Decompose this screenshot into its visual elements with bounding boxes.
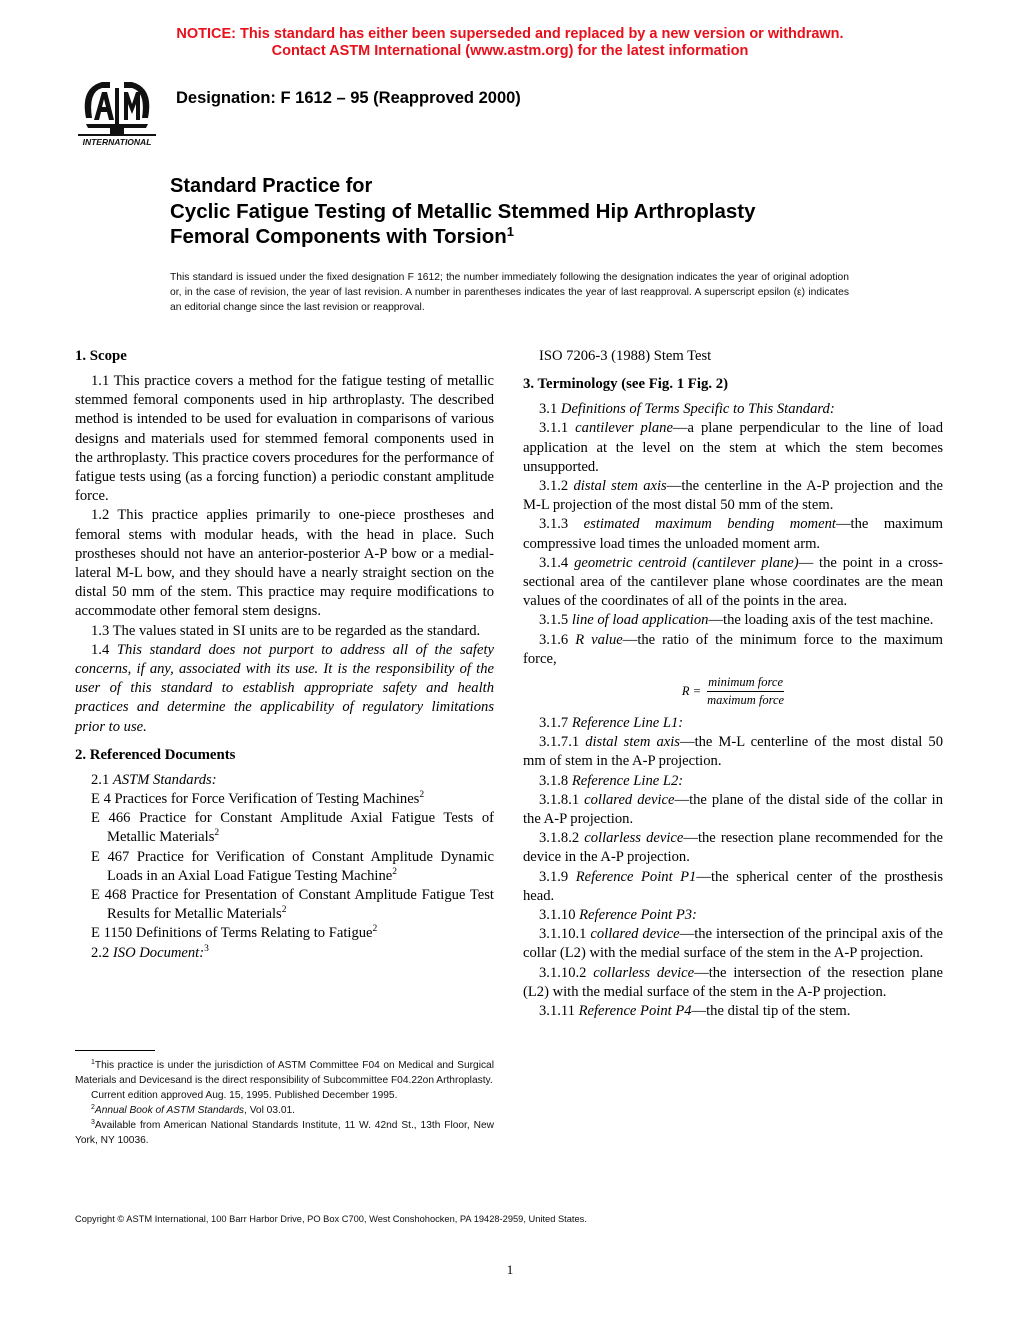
term-num: 3.1.10	[539, 907, 576, 924]
term-label: Definitions of Terms Specific to This Standard:	[560, 401, 835, 418]
term-name: R value	[575, 631, 623, 648]
ref-item-e1150	[75, 924, 494, 943]
para-2-2-num: 2.2	[91, 944, 110, 961]
footnote-mark: 3	[91, 1119, 95, 1126]
ref-code: E 1150	[91, 925, 133, 942]
footnotes	[75, 1058, 494, 1148]
term-name: geometric centroid (cantilever plane)	[574, 554, 799, 571]
term-definition: —the resection plane recommended for the device in the A-P projection.	[523, 830, 943, 866]
para-1-4-text: This standard does not purport to address all of the safety concerns, if any, associated with its use. It is the responsibility of the user of this standard to establish appropriate safety and health practices and determine the applicability of regulatory limitations prior to use.	[75, 641, 494, 735]
section-heading-scope: 1. Scope	[75, 348, 127, 364]
para-2-2-label: ISO Document:	[112, 944, 205, 961]
para-2-1	[75, 771, 494, 790]
term-3-1-9	[523, 868, 943, 906]
ref-footnote-mark: 2	[392, 866, 398, 877]
term-3-1-4	[523, 554, 943, 612]
term-num: 3.1	[539, 401, 558, 418]
term-num: 3.1.4	[539, 554, 569, 571]
term-name: collared device	[584, 791, 675, 808]
term-num: 3.1.1	[539, 420, 569, 437]
term-name: Reference Line L1:	[571, 715, 684, 732]
term-3-1-8	[523, 772, 943, 791]
para-2-2	[75, 944, 494, 963]
term-definition: —the plane of the distal side of the collar in the A-P projection.	[523, 791, 943, 828]
term-definition: — the point in a cross-sectional area of the cantilever plane whose coordinates are the mean values of the coordinates of all of the points in the area.	[523, 554, 943, 610]
designation: Designation: F 1612 – 95 (Reapproved 2000)	[176, 89, 521, 107]
term-definition: —the intersection of the principal axis of the collar (L2) with the medial surface of the stem in the A-P projection.	[523, 926, 943, 962]
ref-footnote-mark: 2	[419, 790, 425, 801]
notice-line-2: Contact ASTM International (www.astm.org) for the latest information	[271, 43, 749, 59]
astm-logo-icon	[72, 74, 162, 150]
logo-wordmark: INTERNATIONAL	[82, 137, 152, 147]
footnote-mark: 1	[91, 1059, 95, 1066]
footnote-text: Available from American National Standards Institute, 11 W. 42nd St., 13th Floor, New York, NY 10036.	[75, 1120, 494, 1146]
term-3-1-7	[523, 714, 943, 733]
term-3-1-10-2	[523, 964, 943, 1002]
term-name: collared device	[590, 926, 680, 943]
footnote-text: This practice is under the jurisdiction of ASTM Committee F04 on Medical and Surgical Materials and Devicesand is the direct responsibility of Subcommittee F04.22on Arthroplasty.	[75, 1060, 494, 1086]
footnote-1-edition: Current edition approved Aug. 15, 1995. Published December 1995.	[91, 1090, 398, 1101]
term-name: Reference Point P1	[575, 868, 697, 885]
term-3-1-10	[523, 906, 943, 925]
page-number: 1	[506, 1262, 514, 1277]
footnote-mark: 2	[91, 1104, 95, 1111]
r-value-formula	[523, 675, 943, 708]
ref-item-e467	[75, 848, 494, 886]
ref-title: Practice for Constant Amplitude Axial Fatigue Tests of Metallic Materials	[107, 810, 494, 846]
para-1-1: 1.1 This practice covers a method for the fatigue testing of metallic stemmed femoral components used in hip arthroplasty. The described method is intended to be used for evaluation in comparisons of various designs and materials used for stemmed femoral components used in the arthroplasty. This practice covers procedures for the performance of fatigue tests using (as a forcing function) a periodic constant amplitude force.	[75, 373, 494, 505]
ref-title: Practice for Presentation of Constant Amplitude Fatigue Test Results for Metallic Materials	[107, 887, 494, 923]
term-definition: —the distal tip of the stem.	[691, 1003, 851, 1020]
term-num: 3.1.5	[539, 612, 569, 629]
ref-code: E 467	[91, 848, 130, 865]
term-num: 3.1.8.2	[539, 830, 580, 847]
term-name: cantilever plane	[575, 420, 673, 437]
supersession-notice	[0, 26, 1020, 60]
term-num: 3.1.7.1	[539, 734, 580, 751]
astm-international-logo	[72, 74, 162, 150]
title-line-1: Standard Practice for	[170, 175, 373, 197]
left-column	[75, 347, 494, 963]
ref-code: E 466	[91, 810, 131, 827]
term-definition: —the loading axis of the test machine.	[708, 612, 934, 629]
ref-code: E 4	[91, 791, 111, 808]
formula-fraction	[707, 675, 784, 708]
formula-denominator: maximum force	[707, 693, 785, 708]
term-name: distal stem axis	[573, 478, 667, 495]
term-3-1-11	[523, 1002, 943, 1021]
term-num: 3.1.11	[539, 1003, 575, 1020]
title-line-2: Cyclic Fatigue Testing of Metallic Stemmed Hip Arthroplasty	[170, 200, 756, 223]
term-3-1-3	[523, 515, 943, 553]
term-name: distal stem axis	[585, 734, 680, 751]
term-definition: —the ratio of the minimum force to the maximum force,	[523, 631, 944, 667]
term-num: 3.1.3	[539, 516, 569, 533]
ref-item-e468	[75, 886, 494, 924]
term-name: Reference Point P3:	[579, 907, 697, 924]
ref-code: E 468	[91, 887, 127, 904]
term-num: 3.1.6	[539, 631, 569, 648]
ref-title: Definitions of Terms Relating to Fatigue	[135, 925, 373, 942]
section-heading-referenced-documents: 2. Referenced Documents	[75, 746, 236, 763]
para-2-1-label: ASTM Standards:	[112, 771, 217, 788]
term-num: 3.1.8	[539, 772, 569, 789]
notice-line-1: NOTICE: This standard has either been superseded and replaced by a new version or withdrawn.	[176, 26, 844, 42]
right-column	[523, 347, 943, 1021]
term-definition: —the intersection of the resection plane (L2) with the medial surface of the stem in the A-P projection.	[523, 964, 943, 1000]
term-definition: —the M-L centerline of the most distal 50 mm of stem in the A-P projection.	[523, 734, 943, 770]
term-3-1-8-2	[523, 829, 943, 867]
term-3-1-7-1	[523, 733, 943, 771]
formula-lhs: R =	[681, 683, 702, 698]
term-name: Reference Line L2:	[571, 772, 684, 789]
term-3-1-10-1	[523, 925, 943, 963]
term-name: collarless device	[584, 830, 684, 847]
formula-numerator: minimum force	[707, 675, 784, 692]
term-name: Reference Point P4	[578, 1003, 692, 1020]
ref-item-e4	[75, 790, 494, 809]
ref-title: Practices for Force Verification of Testing Machines	[114, 791, 420, 808]
term-name: collarless device	[593, 964, 695, 981]
para-1-2: 1.2 This practice applies primarily to one-piece prostheses and femoral stems with modular heads, with the head in place. Such prostheses should not have an anterior-posterior A-P bow or a medial-lateral M-L bow, and they should have a nearly straight section on the distal 50 mm of the stem. This practice may require modifications to accommodate other femoral stem designs.	[75, 507, 494, 620]
term-definition: —a plane perpendicular to the line of load application at the level on the stem at which the stem becomes unsupported.	[523, 420, 943, 475]
para-1-4	[75, 641, 494, 737]
term-num: 3.1.10.1	[539, 926, 587, 943]
para-1-4-num: 1.4	[91, 641, 110, 658]
ref-item-iso-7206-3: ISO 7206-3 (1988) Stem Test	[539, 348, 712, 364]
term-num: 3.1.2	[539, 478, 569, 495]
term-3-1-6	[523, 631, 943, 669]
footnote-divider	[75, 1050, 155, 1051]
ref-footnote-mark: 2	[372, 924, 378, 935]
footnote-text: , Vol 03.01.	[244, 1105, 296, 1116]
copyright-line: Copyright © ASTM International, 100 Barr Harbor Drive, PO Box C700, West Conshohocken, PA 19428-2959, United States.	[75, 1214, 587, 1224]
para-3-1	[523, 400, 943, 419]
term-num: 3.1.10.2	[539, 964, 587, 981]
term-name: line of load application	[571, 612, 709, 629]
ref-footnote-mark: 2	[214, 828, 220, 839]
section-heading-terminology: 3. Terminology (see Fig. 1 Fig. 2)	[523, 376, 729, 393]
term-definition: —the spherical center of the prosthesis head.	[523, 868, 943, 904]
term-num: 3.1.7	[539, 715, 569, 732]
ref-title: Practice for Verification of Constant Amplitude Dynamic Loads in an Axial Load Fatigue Testing Machine	[107, 848, 494, 884]
footnote-3	[75, 1118, 494, 1148]
document-title	[170, 174, 756, 249]
term-3-1-1	[523, 419, 943, 477]
title-line-3: Femoral Components with Torsion	[170, 225, 507, 248]
ref-item-e466	[75, 809, 494, 847]
term-3-1-5	[523, 611, 943, 630]
para-2-2-footnote-mark: 3	[204, 943, 209, 954]
ref-footnote-mark: 2	[281, 905, 287, 916]
term-definition: —the centerline in the A-P projection and the M-L projection of the most distal 50 mm of the stem.	[523, 478, 943, 514]
para-2-1-num: 2.1	[91, 771, 110, 788]
title-footnote-mark: 1	[506, 224, 514, 239]
footnote-1	[75, 1058, 494, 1088]
term-3-1-2	[523, 477, 943, 515]
term-definition: —the maximum compressive load times the unloaded moment arm.	[523, 516, 943, 552]
term-num: 3.1.8.1	[539, 791, 580, 808]
footnote-2	[75, 1103, 494, 1118]
term-name: estimated maximum bending moment	[583, 516, 836, 533]
issuance-statement: This standard is issued under the fixed designation F 1612; the number immediately following the designation indicates the year of original adoption or, in the case of revision, the year of last revision. A number in parentheses indicates the year of last reapproval. A superscript epsilon (ε) indicates an editorial change since the last revision or reapproval.	[170, 272, 849, 313]
footnote-book-title: Annual Book of ASTM Standards	[94, 1105, 245, 1116]
term-num: 3.1.9	[539, 868, 569, 885]
term-3-1-8-1	[523, 791, 943, 829]
para-1-3: 1.3 The values stated in SI units are to be regarded as the standard.	[91, 622, 481, 639]
